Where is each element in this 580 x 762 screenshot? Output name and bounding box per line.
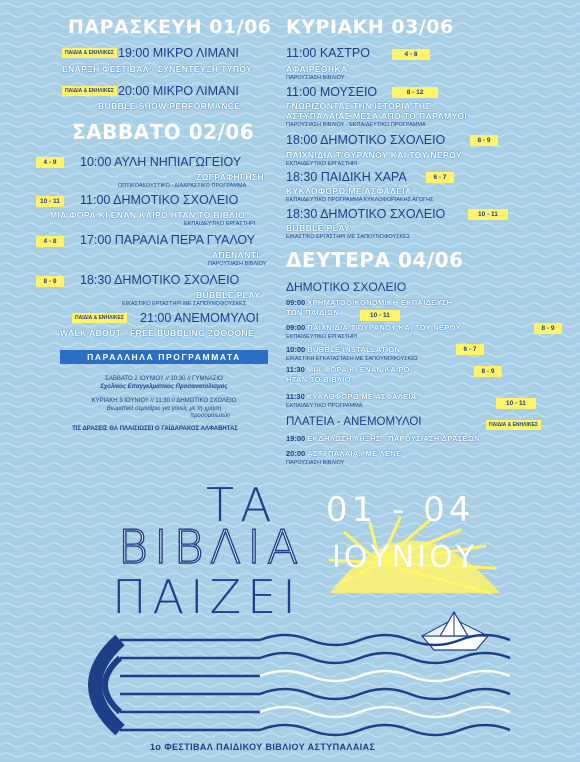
saturday-event-3-age: 4 - 8 <box>36 236 64 247</box>
saturday-event-4-age: 8 - 9 <box>36 276 64 287</box>
monday-venue-2-badge: ΠΑΙΔΙΑ & ΕΝΗΛΙΚΕΣ <box>486 420 541 430</box>
sunday-event-3-age: 8 - 9 <box>470 135 498 146</box>
sunday-event-1-title: ΑΦΑΙΡΕΘΗΚΑ <box>286 64 348 74</box>
poster-title-line-1: ΤΑ <box>206 478 278 532</box>
sunday-event-5-age: 10 - 11 <box>468 209 508 220</box>
friday-event-1-time-place: 19:00 ΜΙΚΡΟ ΛΙΜΑΝΙ <box>118 46 239 60</box>
monday-event-4-title-2: ΗΤΑΝ ΤΟ ΒΙΒΛΙΟ <box>286 375 351 384</box>
poster-dates-line-1: 01 - 04 <box>326 490 475 530</box>
sunday-event-4-time-place: 18:30 ΠΑΙΔΙΚΗ ΧΑΡΑ <box>286 170 407 184</box>
monday-event-4-line-2 <box>286 375 351 384</box>
monday-event-3 <box>286 345 400 354</box>
monday-event-3-sub: ΕΙΚΑΣΤΙΚΗ ΕΓΚΑΤΑΣΤΑΣΗ ΜΕ ΣΑΠΟΥΝΟΦΟΥΣΚΕΣ <box>286 356 419 362</box>
parallel-line-2-sub-2: προσομοιωτών <box>189 413 231 419</box>
monday-event-1 <box>286 298 452 307</box>
sunday-event-3-title: ΠΑΙΧΝΙΔΙΑ Τ'ΟΥΡΑΝΟΥ ΚΑΙ ΤΟΥ ΝΕΡΟΥ <box>286 150 462 160</box>
monday-event-1-age: 10 - 11 <box>360 310 400 321</box>
friday-heading: ΠΑΡΑΣΚΕΥΗ 01/06 <box>68 16 272 38</box>
sunday-event-4-sub: ΕΚΠΑΙΔΕΥΤΙΚΟ ΠΡΟΓΡΑΜΜΑ ΚΥΚΛΟΦΟΡΙΑΚΗΣ ΑΓΩΓΗΣ <box>286 197 434 203</box>
saturday-event-2-age: 10 - 11 <box>36 196 64 207</box>
monday-venue: ΔΗΜΟΤΙΚΟ ΣΧΟΛΕΙΟ <box>286 280 407 294</box>
saturday-event-5-badge: ΠΑΙΔΙΑ & ΕΝΗΛΙΚΕΣ <box>72 313 127 323</box>
parallel-heading-bar <box>60 350 268 364</box>
monday-event-7-time: 20:00 <box>286 449 306 458</box>
saturday-event-5-title: WALK ABOUT - FREE BUBBLING ZOOOONE <box>60 328 255 338</box>
monday-event-7-sub: ΠΑΡΟΥΣΙΑΣΗ ΒΙΒΛΙΟΥ <box>286 460 345 466</box>
sunday-event-5-sub: ΕΙΚΑΣΤΙΚΟ ΕΡΓΑΣΤΗΡΙ ΜΕ ΣΑΠΟΥΝΟΦΟΥΣΚΕΣ <box>286 234 411 240</box>
saturday-event-2-time-place: 11:00 ΔΗΜΟΤΙΚΟ ΣΧΟΛΕΙΟ <box>80 193 239 207</box>
saturday-event-2-sub: ΕΚΠΑΙΔΕΥΤΙΚΟ ΕΡΓΑΣΤΗΡΙ <box>184 221 256 227</box>
monday-event-2-age: 8 - 9 <box>534 323 562 334</box>
saturday-event-1-age: 4 - 9 <box>36 157 64 168</box>
monday-event-2-title: ΠΑΙΧΝΙΔΙΑ Τ'ΟΥΡΑΝΟΥ ΚΑΙ ΤΟΥ ΝΕΡΟΥ <box>307 323 461 332</box>
monday-event-6-time: 19:00 <box>286 434 306 443</box>
monday-event-1-time: 09:00 <box>286 298 306 307</box>
sunday-heading: ΚΥΡΙΑΚΗ 03/06 <box>286 16 454 38</box>
sunday-event-3-time-place: 18:00 ΔΗΜΟΤΙΚΟ ΣΧΟΛΕΙΟ <box>286 133 446 147</box>
monday-event-3-time: 10:00 <box>286 345 306 354</box>
festival-name: 1ο ΦΕΣΤΙΒΑΛ ΠΑΙΔΙΚΟΥ ΒΙΒΛΙΟΥ ΑΣΤΥΠΑΛΑΙΑΣ <box>150 742 376 752</box>
monday-event-5-sub: ΕΚΠΑΙΔΕΥΤΙΚΟ ΠΡΟΓΡΑΜΜΑ <box>286 403 363 409</box>
monday-heading: ΔΕΥΤΕΡΑ 04/06 <box>286 248 464 272</box>
saturday-event-1-time-place: 10:00 ΑΥΛΗ ΝΗΠΙΑΓΩΓΕΙΟΥ <box>80 155 242 169</box>
saturday-event-3-sub: ΠΑΡΟΥΣΙΑΣΗ ΒΙΒΛΙΟΥ <box>208 261 267 267</box>
saturday-event-4-sub: ΕΙΚΑΣΤΙΚΟ ΕΡΓΑΣΤΗΡΙ ΜΕ ΣΑΠΟΥΝΟΦΟΥΣΚΕΣ <box>122 301 247 307</box>
monday-event-4-time: 11:30 <box>286 365 305 374</box>
sunday-event-4-age: 6 - 7 <box>426 172 454 183</box>
monday-event-4-title: ΜΙΑ ΦΟΡΑ ΚΙ ΕΝΑΝ ΚΑΙΡΟ <box>306 365 410 374</box>
book-waves-illustration <box>60 628 560 752</box>
saturday-event-3-time-place: 17:00 ΠΑΡΑΛΙΑ ΠΕΡΑ ΓΥΑΛΟΥ <box>80 233 256 247</box>
sunday-event-2-title: ΓΝΩΡΙΖΟΝΤΑΣ ΤΗΝ ΙΣΤΟΡΙΑ ΤΗΣ <box>286 101 431 111</box>
monday-event-4-age: 8 - 9 <box>474 366 502 377</box>
monday-event-7 <box>286 449 401 458</box>
sunday-event-2-age: 8 - 12 <box>392 87 438 98</box>
saturday-event-4-title: BUBBLE PLAY <box>196 290 261 300</box>
monday-event-1-title: ΧΡΗΜΑΤΟΟΙΚΟΝΟΜΙΚΗ ΕΚΠΑΙΔΕΥΣΗ <box>307 298 453 307</box>
sunday-event-5-title: BUBBLE PLAY <box>286 223 351 233</box>
friday-event-2-title: BUBBLE SHOW PERFORMANCE <box>98 101 241 111</box>
friday-event-2-time-place: 20:00 ΜΙΚΡΟ ΛΙΜΑΝΙ <box>118 84 239 98</box>
monday-event-2-sub: ΕΚΠΑΙΔΕΥΤΙΚΟ ΕΡΓΑΣΤΗΡΙ <box>286 334 358 340</box>
parallel-footer: ΤΙΣ ΔΡΑΣΕΙΣ ΘΑ ΠΛΑΙΣΙΩΣΕΙ Ο ΓΑΪΔΑΡΑΚΟΣ ΑΛΦΑΒΗΤΑΣ <box>72 426 238 432</box>
monday-event-4 <box>286 365 410 374</box>
parallel-line-1: ΣΑΒΒΑΤΟ 2 ΙΟΥΝΙΟΥ // 10:30 // ΓΥΜΝΑΣΙΟ <box>105 376 223 382</box>
parallel-line-2: ΚΥΡΙΑΚΗ 3 ΙΟΥΝΙΟΥ // 11:30 // ΔΗΜΟΤΙΚΟ ΣΧΟΛΕΙΟ <box>91 398 237 404</box>
sunday-event-2-sub: ΠΑΡΟΥΣΙΑΣΗ ΒΙΒΛΙΟΥ - ΕΚΠΑΙΔΕΥΤΙΚΟ ΠΡΟΓΡΑΜΜΑ <box>286 122 426 128</box>
monday-event-5 <box>286 392 417 401</box>
sunday-event-5-time-place: 18:30 ΔΗΜΟΤΙΚΟ ΣΧΟΛΕΙΟ <box>286 207 446 221</box>
saturday-event-1-sub: ΟΠΤΙΚΟΑΚΟΥΣΤΙΚΟ - ΔΙΑΔΡΑΣΤΙΚΟ ΠΡΟΓΡΑΜΜΑ <box>118 183 247 189</box>
sunday-event-1-sub: ΠΑΡΟΥΣΙΑΣΗ ΒΙΒΛΙΟΥ <box>286 75 345 81</box>
monday-event-6-title: ΕΚΔΗΛΩΣΗ ΛΗΞΗΣ - ΠΑΡΟΥΣΙΑΣΗ ΔΡΑΣΕΩΝ <box>307 434 480 443</box>
sunday-event-1-time-place: 11:00 ΚΑΣΤΡΟ <box>286 46 370 60</box>
parallel-line-1-sub: Σχολικός Επαγγελματικός Προσανατολισμός <box>100 384 228 390</box>
monday-event-5-age: 10 - 11 <box>496 398 536 409</box>
sunday-event-1-age: 4 - 8 <box>392 49 430 60</box>
friday-event-1-badge: ΠΑΙΔΙΑ & ΕΝΗΛΙΚΕΣ <box>62 48 117 58</box>
sunday-event-3-sub: ΕΚΠΑΙΔΕΥΤΙΚΟ ΕΡΓΑΣΤΗΡΙ <box>286 161 358 167</box>
monday-venue-2: ΠΛΑΤΕΙΑ - ΑΝΕΜΟΜΥΛΟΙ <box>286 416 422 428</box>
parallel-heading: ΠΑΡΑΛΛΗΛΑ ΠΡΟΓΡΑΜΜΑΤΑ <box>87 352 241 362</box>
monday-event-2-time: 09:00 <box>286 323 306 332</box>
monday-event-6 <box>286 434 480 443</box>
monday-event-7-title: ΑΣΤΥΠΑΛΑΙΑ.. ΜΕ ΛΕΝΕ <box>307 449 402 458</box>
monday-event-3-age: 6 - 7 <box>456 344 484 355</box>
saturday-event-1-title: ΖΩΓΡΑΦΗΓΗΣΗ <box>196 172 265 182</box>
poster-title-line-2: ΒΙΒΛΙΑ <box>118 520 305 574</box>
sunday-event-4-title: ΚΥΚΛΟΦΟΡΩ ΜΕ ΑΣΦΑΛΕΙΑ <box>286 186 412 196</box>
poster-title-line-3: ΠΑΙΖΕΙ <box>112 570 302 624</box>
saturday-event-5-time-place: 21:00 ΑΝΕΜΟΜΥΛΟΙ <box>140 311 260 325</box>
monday-event-5-title: ΚΥΚΛΟΦΟΡΩ ΜΕ ΑΣΦΑΛΕΙΑ <box>306 392 417 401</box>
friday-event-1-title: ΕΝΑΡΞΗ ΦΕΣΤΙΒΑΛ - ΣΥΝΕΝΤΕΥΞΗ ΤΥΠΟΥ <box>62 64 253 74</box>
friday-event-2-badge: ΠΑΙΔΙΑ & ΕΝΗΛΙΚΕΣ <box>62 86 117 96</box>
monday-event-2 <box>286 323 461 332</box>
monday-event-3-title: BUBBLE INSTALLATION <box>307 345 401 354</box>
monday-event-1-line-2 <box>286 308 339 317</box>
saturday-heading: ΣΑΒΒΑΤΟ 02/06 <box>72 120 255 144</box>
monday-event-5-time: 11:30 <box>286 392 305 401</box>
sunday-event-2-title-2: ΑΣΤΥΠΑΛΑΙΑΣ ΜΕΣΑ ΑΠΟ ΤΟ ΠΑΡΑΜΥΘΙ <box>286 111 468 121</box>
saturday-event-2-title: ΜΙΑ ΦΟΡΑ ΚΙ ΕΝΑΝ ΚΑΙΡΟ ΗΤΑΝ ΤΟ ΒΙΒΛΙΟ <box>50 210 246 220</box>
monday-event-1-title-2: ΤΩΝ ΠΑΙΔΙΩΝ <box>286 308 340 317</box>
saturday-event-3-title: ΑΠΕΝΑΝΤΙ <box>212 250 260 260</box>
poster-dates-line-2: ΙΟΥΝΙΟΥ <box>332 540 478 575</box>
parallel-line-2-sub-1: Βιωματικό σεμινάριο για γονείς με τη χρήση <box>106 406 222 412</box>
sunday-event-2-time-place: 11:00 ΜΟΥΣΕΙΟ <box>286 85 378 99</box>
saturday-event-4-time-place: 18:30 ΔΗΜΟΤΙΚΟ ΣΧΟΛΕΙΟ <box>80 273 240 287</box>
